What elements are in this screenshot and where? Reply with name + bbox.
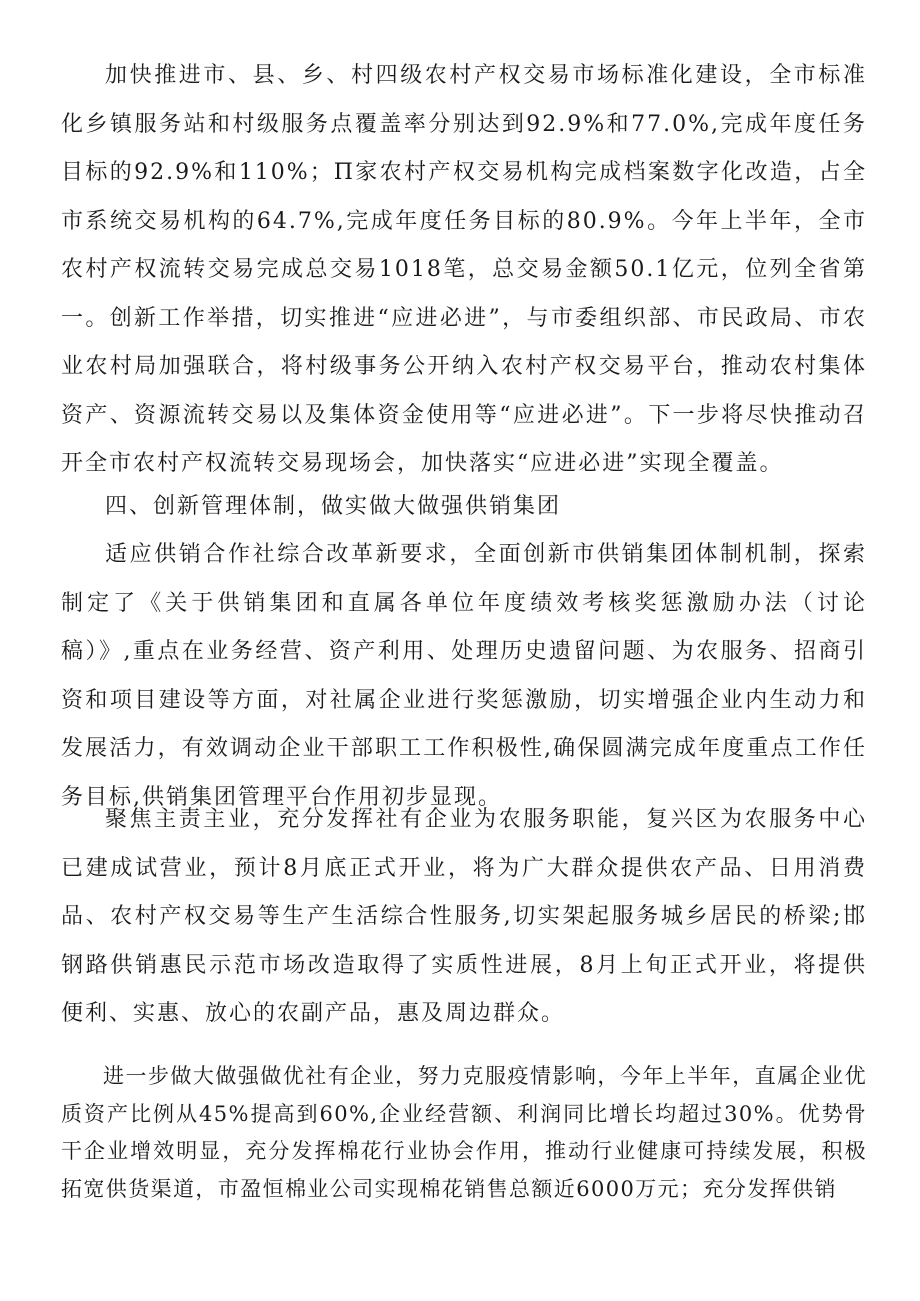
section-heading-four: 四、创新管理体制，做实做大做强供销集团 xyxy=(105,494,562,519)
paragraph-agricultural-service: 聚焦主责主业，充分发挥社有企业为农服务职能，复兴区为农服务中心已建成试营业，预计8月底正式开业，将为广大群众提供农产品、日用消费品、农村产权交易等生产生活综合性服务,切实架起服务城乡居民的桥梁;邯钢路供销惠民示范市场改造取得了实质性进展，8月上旬正式开业，将提供便利、实惠、放心的农副产品，惠及周边群众。 xyxy=(61,807,867,1026)
paragraph-supply-group-reform: 适应供销合作社综合改革新要求，全面创新市供销集团体制机制，探索制定了《关于供销集团和直属各单位年度绩效考核奖惩激励办法（讨论稿）》,重点在业务经营、资产利用、处理历史遗留问题、为农服务、招商引资和项目建设等方面，对社属企业进行奖惩激励，切实增强企业内生动力和发展活力，有效调动企业干部职工工作积极性,确保圆满完成年度重点工作任务目标,供销集团管理平台作用初步显现。 xyxy=(61,542,867,810)
paragraph-rural-property-market: 加快推进市、县、乡、村四级农村产权交易市场标准化建设，全市标准化乡镇服务站和村级服务点覆盖率分别达到92.9%和77.0%,完成年度任务目标的92.9%和110%；Π家农村产权交易机构完成档案数字化改造，占全市系统交易机构的64.7%,完成年度任务目标的80.9%。今年上半年，全市农村产权流转交易完成总交易1018笔，总交易金额50.1亿元，位列全省第一。创新工作举措，切实推进“应进必进”，与市委组织部、市民政局、市农业农村局加强联合，将村级事务公开纳入农村产权交易平台，推动农村集体资产、资源流转交易以及集体资金使用等“应进必进”。下一步将尽快推动召开全市农村产权流转交易现场会，加快落实“应进必进”实现全覆盖。 xyxy=(61,63,867,476)
paragraph-enterprise-growth: 进一步做大做强做优社有企业，努力克服疫情影响，今年上半年，直属企业优质资产比例从45%提高到60%,企业经营额、利润同比增长均超过30%。优势骨干企业增效明显，充分发挥棉花行业协会作用，推动行业健康可持续发展，积极拓宽供货渠道，市盈恒棉业公司实现棉花销售总额近6000万元；充分发挥供销 xyxy=(61,1064,867,1201)
